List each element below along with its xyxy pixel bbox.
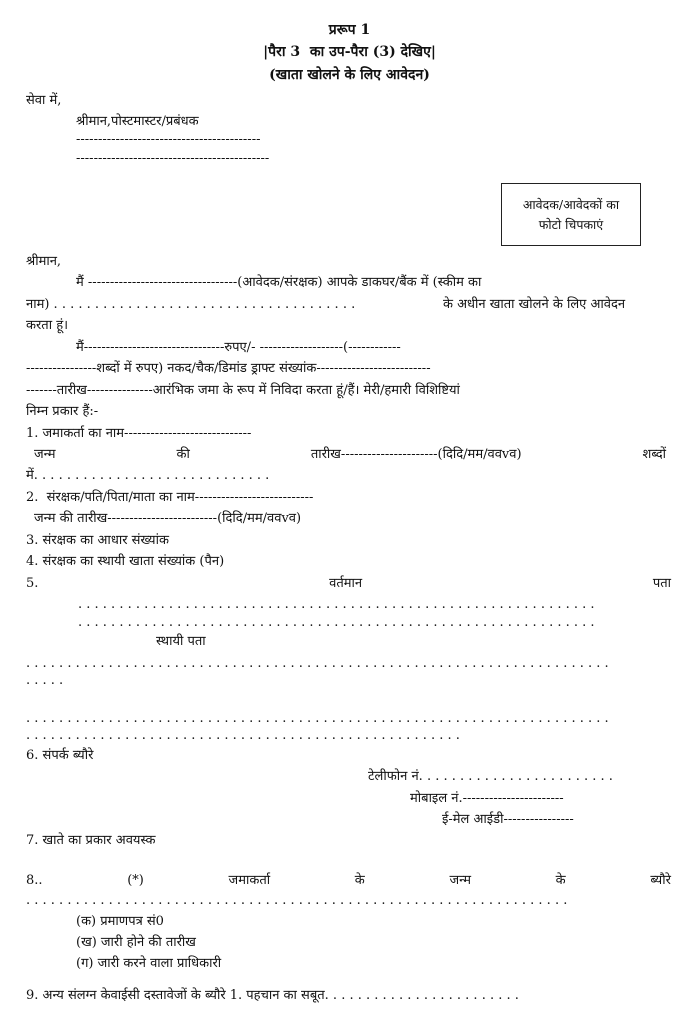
salutation: श्रीमान, bbox=[26, 254, 62, 269]
photo-box-line-2: फोटो चिपकाएं bbox=[538, 216, 604, 232]
para1-line2-right: के अधीन खाता खोलने के लिए आवेदन bbox=[443, 297, 626, 312]
item-8-issuing-authority[interactable]: (ग) जारी करने वाला प्राधिकारी bbox=[76, 956, 222, 971]
current-address-line-1[interactable]: . . . . . . . . . . . . . . . . . . . . . . . . . . . . . . . . . . . . . . . . . . . . . . . . . . . . . . . . . . . . . . . bbox=[78, 597, 595, 612]
permanent-address-line-3[interactable]: . . . . . . . . . . . . . . . . . . . . . . . . . . . . . . . . . . . . . . . . . . . . . . . . . . . . . . . . . . . . . . . . . . . . . . . bbox=[26, 711, 609, 726]
item-8-number: 8.. bbox=[26, 873, 43, 888]
seva-mein: सेवा में, bbox=[26, 93, 62, 108]
item-1-depositor-name[interactable]: 1. जमाकर्ता का नाम----------------------------- bbox=[26, 426, 252, 441]
permanent-address-line-1[interactable]: . . . . . . . . . . . . . . . . . . . . . . . . . . . . . . . . . . . . . . . . . . . . . . . . . . . . . . . . . . . . . . . . . . . . . . . bbox=[26, 656, 609, 671]
para2-line1: मैं--------------------------------रुपए/- -------------------(------------ bbox=[76, 340, 401, 355]
telephone-field[interactable]: टेलीफोन नं. . . . . . . . . . . . . . . . . . . . . . . . bbox=[368, 769, 613, 784]
item-8-dots[interactable]: . . . . . . . . . . . . . . . . . . . . . . . . . . . . . . . . . . . . . . . . . . . . . . . . . . . . . . . . . . . . . . . . . . bbox=[26, 893, 568, 908]
para1-line1: मैं ----------------------------------(आवेदक/संरक्षक) आपके डाकघर/बैंक में (स्कीम का bbox=[76, 275, 482, 290]
para2-line2: ----------------शब्दों में रुपए) नकद/चैक/डिमांड ड्राफ्ट संख्यांक-------------------------- bbox=[26, 361, 431, 376]
item-8-certificate-no[interactable]: (क) प्रमाणपत्र सं0 bbox=[76, 914, 164, 929]
item-5-address: पता bbox=[652, 576, 671, 591]
permanent-address-line-2[interactable]: . . . . . bbox=[26, 673, 64, 688]
para2-line3: -------तारीख---------------आरंभिक जमा के रूप में निविदा करता हूं/हैं। मेरी/हमारी विशिष्टियां bbox=[26, 383, 460, 398]
item-8-birth: जन्म bbox=[449, 873, 471, 888]
item-7-account-type[interactable]: 7. खाते का प्रकार अवयस्क bbox=[26, 833, 156, 848]
form-purpose: (खाता खोलने के लिए आवेदन) bbox=[269, 67, 430, 83]
item-5-current: वर्तमान bbox=[329, 576, 363, 591]
item-1-dob-words[interactable]: में. . . . . . . . . . . . . . . . . . . . . . . . . . . . . bbox=[26, 468, 270, 483]
mobile-field[interactable]: मोबाइल नं.----------------------- bbox=[410, 791, 564, 806]
item-5-number: 5. bbox=[26, 576, 39, 591]
dob-word-1: जन्म bbox=[34, 447, 56, 462]
address-line-2[interactable]: -------------------------------------------- bbox=[76, 151, 270, 166]
dob-word-3: तारीख----------------------(दिदि/मम/ववvव) bbox=[310, 447, 522, 462]
photo-box-line-1: आवेदक/आवेदकों का bbox=[522, 196, 620, 212]
permanent-address-label: स्थायी पता bbox=[156, 634, 206, 649]
item-8-details: ब्यौरे bbox=[650, 873, 671, 888]
item-8-issue-date[interactable]: (ख) जारी होने की तारीख bbox=[76, 935, 196, 950]
dob-word-4: शब्दों bbox=[642, 447, 666, 462]
address-line-1[interactable]: ------------------------------------------ bbox=[76, 132, 261, 147]
email-field[interactable]: ई-मेल आईडी---------------- bbox=[442, 812, 574, 827]
item-2-guardian-name[interactable]: 2. संरक्षक/पति/पिता/माता का नाम--------------------------- bbox=[26, 490, 314, 505]
item-8-ke-1: के bbox=[354, 873, 365, 888]
item-8-asterisk: (*) bbox=[127, 873, 144, 888]
item-6-contact: 6. संपर्क ब्यौरे bbox=[26, 748, 94, 763]
para-reference: |पैरा 3 का उप-पैरा (3) देखिए| bbox=[263, 44, 436, 60]
item-8-row bbox=[26, 873, 671, 889]
item-5-row bbox=[26, 576, 671, 592]
item-3-aadhaar[interactable]: 3. संरक्षक का आधार संख्यांक bbox=[26, 533, 169, 548]
item-8-depositor: जमाकर्ता bbox=[228, 873, 271, 888]
item-2-dob[interactable]: जन्म की तारीख-------------------------(दिदि/मम/ववvव) bbox=[34, 511, 302, 526]
item-8-ke-2: के bbox=[555, 873, 566, 888]
item-1-dob-row[interactable] bbox=[34, 447, 666, 463]
dob-word-2: की bbox=[176, 447, 190, 462]
form-title: प्ररूप 1 bbox=[328, 22, 371, 38]
recipient: श्रीमान,पोस्टमास्टर/प्रबंधक bbox=[76, 114, 199, 129]
para1-line3: करता हूं। bbox=[26, 318, 69, 333]
current-address-line-2[interactable]: . . . . . . . . . . . . . . . . . . . . . . . . . . . . . . . . . . . . . . . . . . . . . . . . . . . . . . . . . . . . . . . bbox=[78, 615, 595, 630]
para2-line4: निम्न प्रकार हैं:- bbox=[26, 404, 99, 419]
item-9-kyc-documents[interactable]: 9. अन्य संलग्न केवाईसी दस्तावेजों के ब्यौरे 1. पहचान का सबूत. . . . . . . . . . . . . . . . . . . . . . . . bbox=[26, 988, 519, 1003]
permanent-address-line-4[interactable]: . . . . . . . . . . . . . . . . . . . . . . . . . . . . . . . . . . . . . . . . . . . . . . . . . . . . . bbox=[26, 728, 460, 743]
item-4-pan[interactable]: 4. संरक्षक का स्थायी खाता संख्यांक (पैन) bbox=[26, 554, 225, 569]
photo-box[interactable] bbox=[501, 183, 641, 246]
para1-line2-left: नाम) . . . . . . . . . . . . . . . . . . . . . . . . . . . . . . . . . . . . . bbox=[26, 297, 356, 312]
